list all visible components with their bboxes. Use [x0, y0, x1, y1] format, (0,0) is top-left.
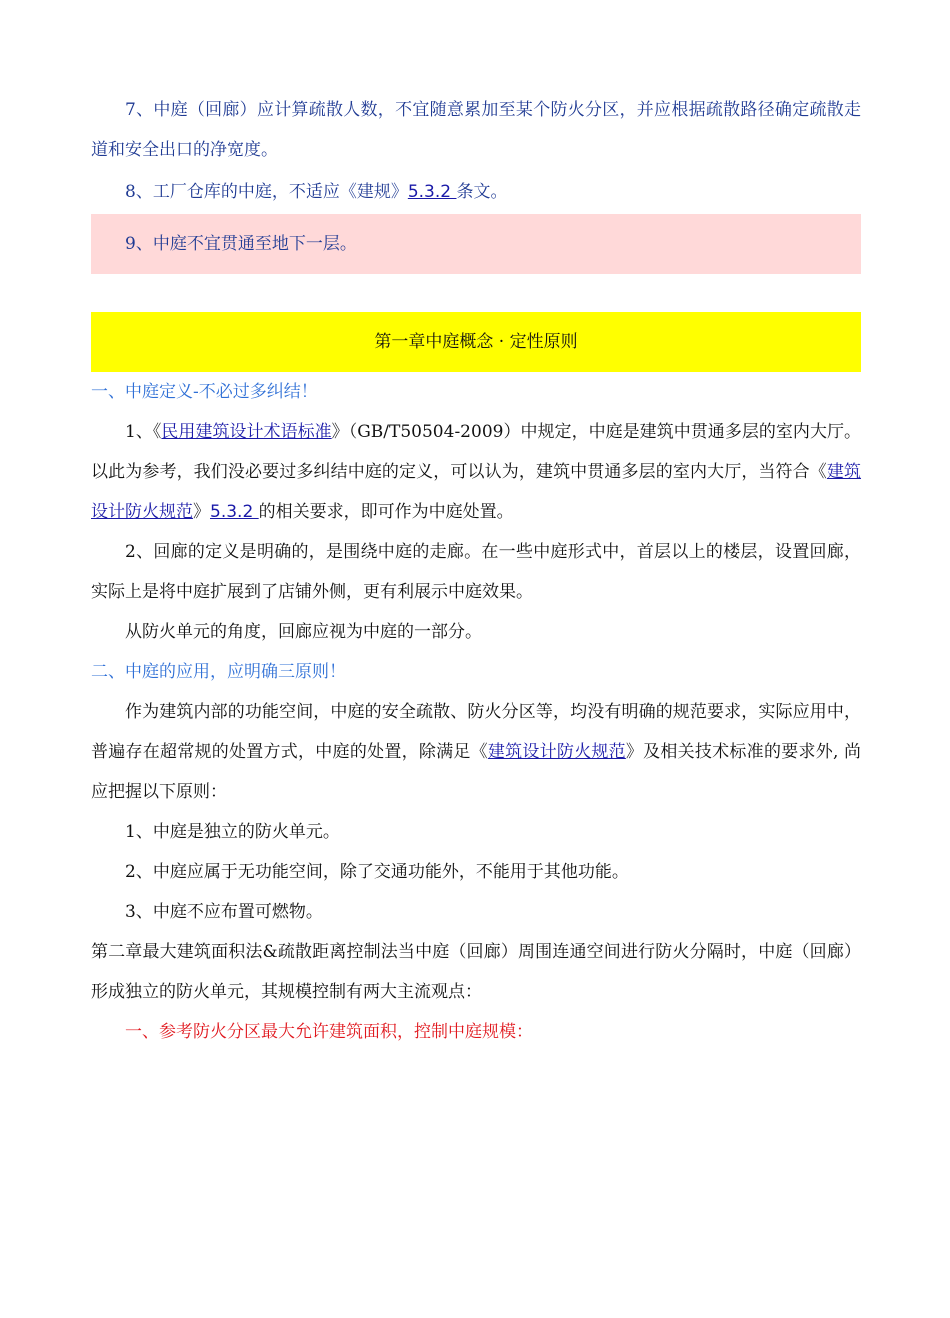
link-civil-building-terms-standard[interactable]: 民用建筑设计术语标准: [161, 422, 332, 442]
intro-tail: 》及相关技术标准的要求外, 尚应把握以下原则：: [91, 742, 862, 802]
chapter-2-text: 第二章最大建筑面积法&疏散距离控制法当中庭（回廊）周围连通空间进行防火分隔时，中庭（回廊）形成独立的防火单元，其规模控制有两大主流观点：: [91, 942, 861, 1002]
section-1-heading: 一、中庭定义-不必过多纠结！: [91, 382, 318, 402]
chapter-2-point-1: 一、参考防火分区最大允许建筑面积，控制中庭规模：: [125, 1022, 533, 1042]
section-2-heading: 二、中庭的应用，应明确三原则！: [91, 662, 346, 682]
section-2-intro: [91, 692, 861, 812]
principle-2: 2、中庭应属于无功能空间，除了交通功能外，不能用于其他功能。: [125, 862, 629, 882]
item-7: 7、中庭（回廊）应计算疏散人数，不宜随意累加至某个防火分区，并应根据疏散路径确定疏散走道和安全出口的净宽度。: [91, 100, 861, 160]
principle-1: 1、中庭是独立的防火单元。: [125, 822, 340, 842]
link-5-3-2[interactable]: 5.3.2: [407, 182, 457, 202]
item-8-tail: 条文。: [456, 182, 508, 202]
p1-middle: 》（GB/T50504-2009）中规定，中庭是建筑中贯通多层的室内大厅。以此为参考，我们没必要过多纠结中庭的定义，可以认为，建筑中贯通多层的室内大厅，当符合《: [91, 422, 861, 482]
item-8-text: 8、工厂仓库的中庭，不适应《建规》: [125, 182, 408, 202]
principle-3: 3、中庭不应布置可燃物。: [125, 902, 323, 922]
link-fire-code[interactable]: 建筑设计防火规范: [91, 462, 862, 522]
chapter-1-title: 第一章中庭概念 · 定性原则: [91, 312, 861, 372]
section-1-paragraph-3: 从防火单元的角度，回廊应视为中庭的一部分。: [125, 622, 482, 642]
highlight-box-item-9: [91, 214, 861, 274]
section-1-paragraph-1: [91, 412, 861, 532]
item-9: 9、中庭不宜贯通至地下一层。: [125, 234, 357, 254]
p1-tail: 的相关要求，即可作为中庭处置。: [258, 502, 514, 522]
link-fire-code-b[interactable]: 建筑设计防火规范: [487, 742, 626, 762]
intro-prefix: 作为建筑内部的功能空间，中庭的安全疏散、防火分区等，均没有明确的规范要求，实际应用中，普遍存在超常规的处置方式，中庭的处置，除满足《: [91, 702, 861, 762]
link-5-3-2-b[interactable]: 5.3.2: [210, 502, 259, 522]
p1-middle-2: 》: [193, 502, 210, 522]
document-page: [91, 90, 861, 1052]
p1-prefix: 1、《: [125, 422, 162, 442]
section-1-paragraph-2: 2、回廊的定义是明确的，是围绕中庭的走廊。在一些中庭形式中，首层以上的楼层，设置回廊，实际上是将中庭扩展到了店铺外侧，更有利展示中庭效果。: [91, 542, 861, 602]
item-8: [91, 172, 861, 212]
